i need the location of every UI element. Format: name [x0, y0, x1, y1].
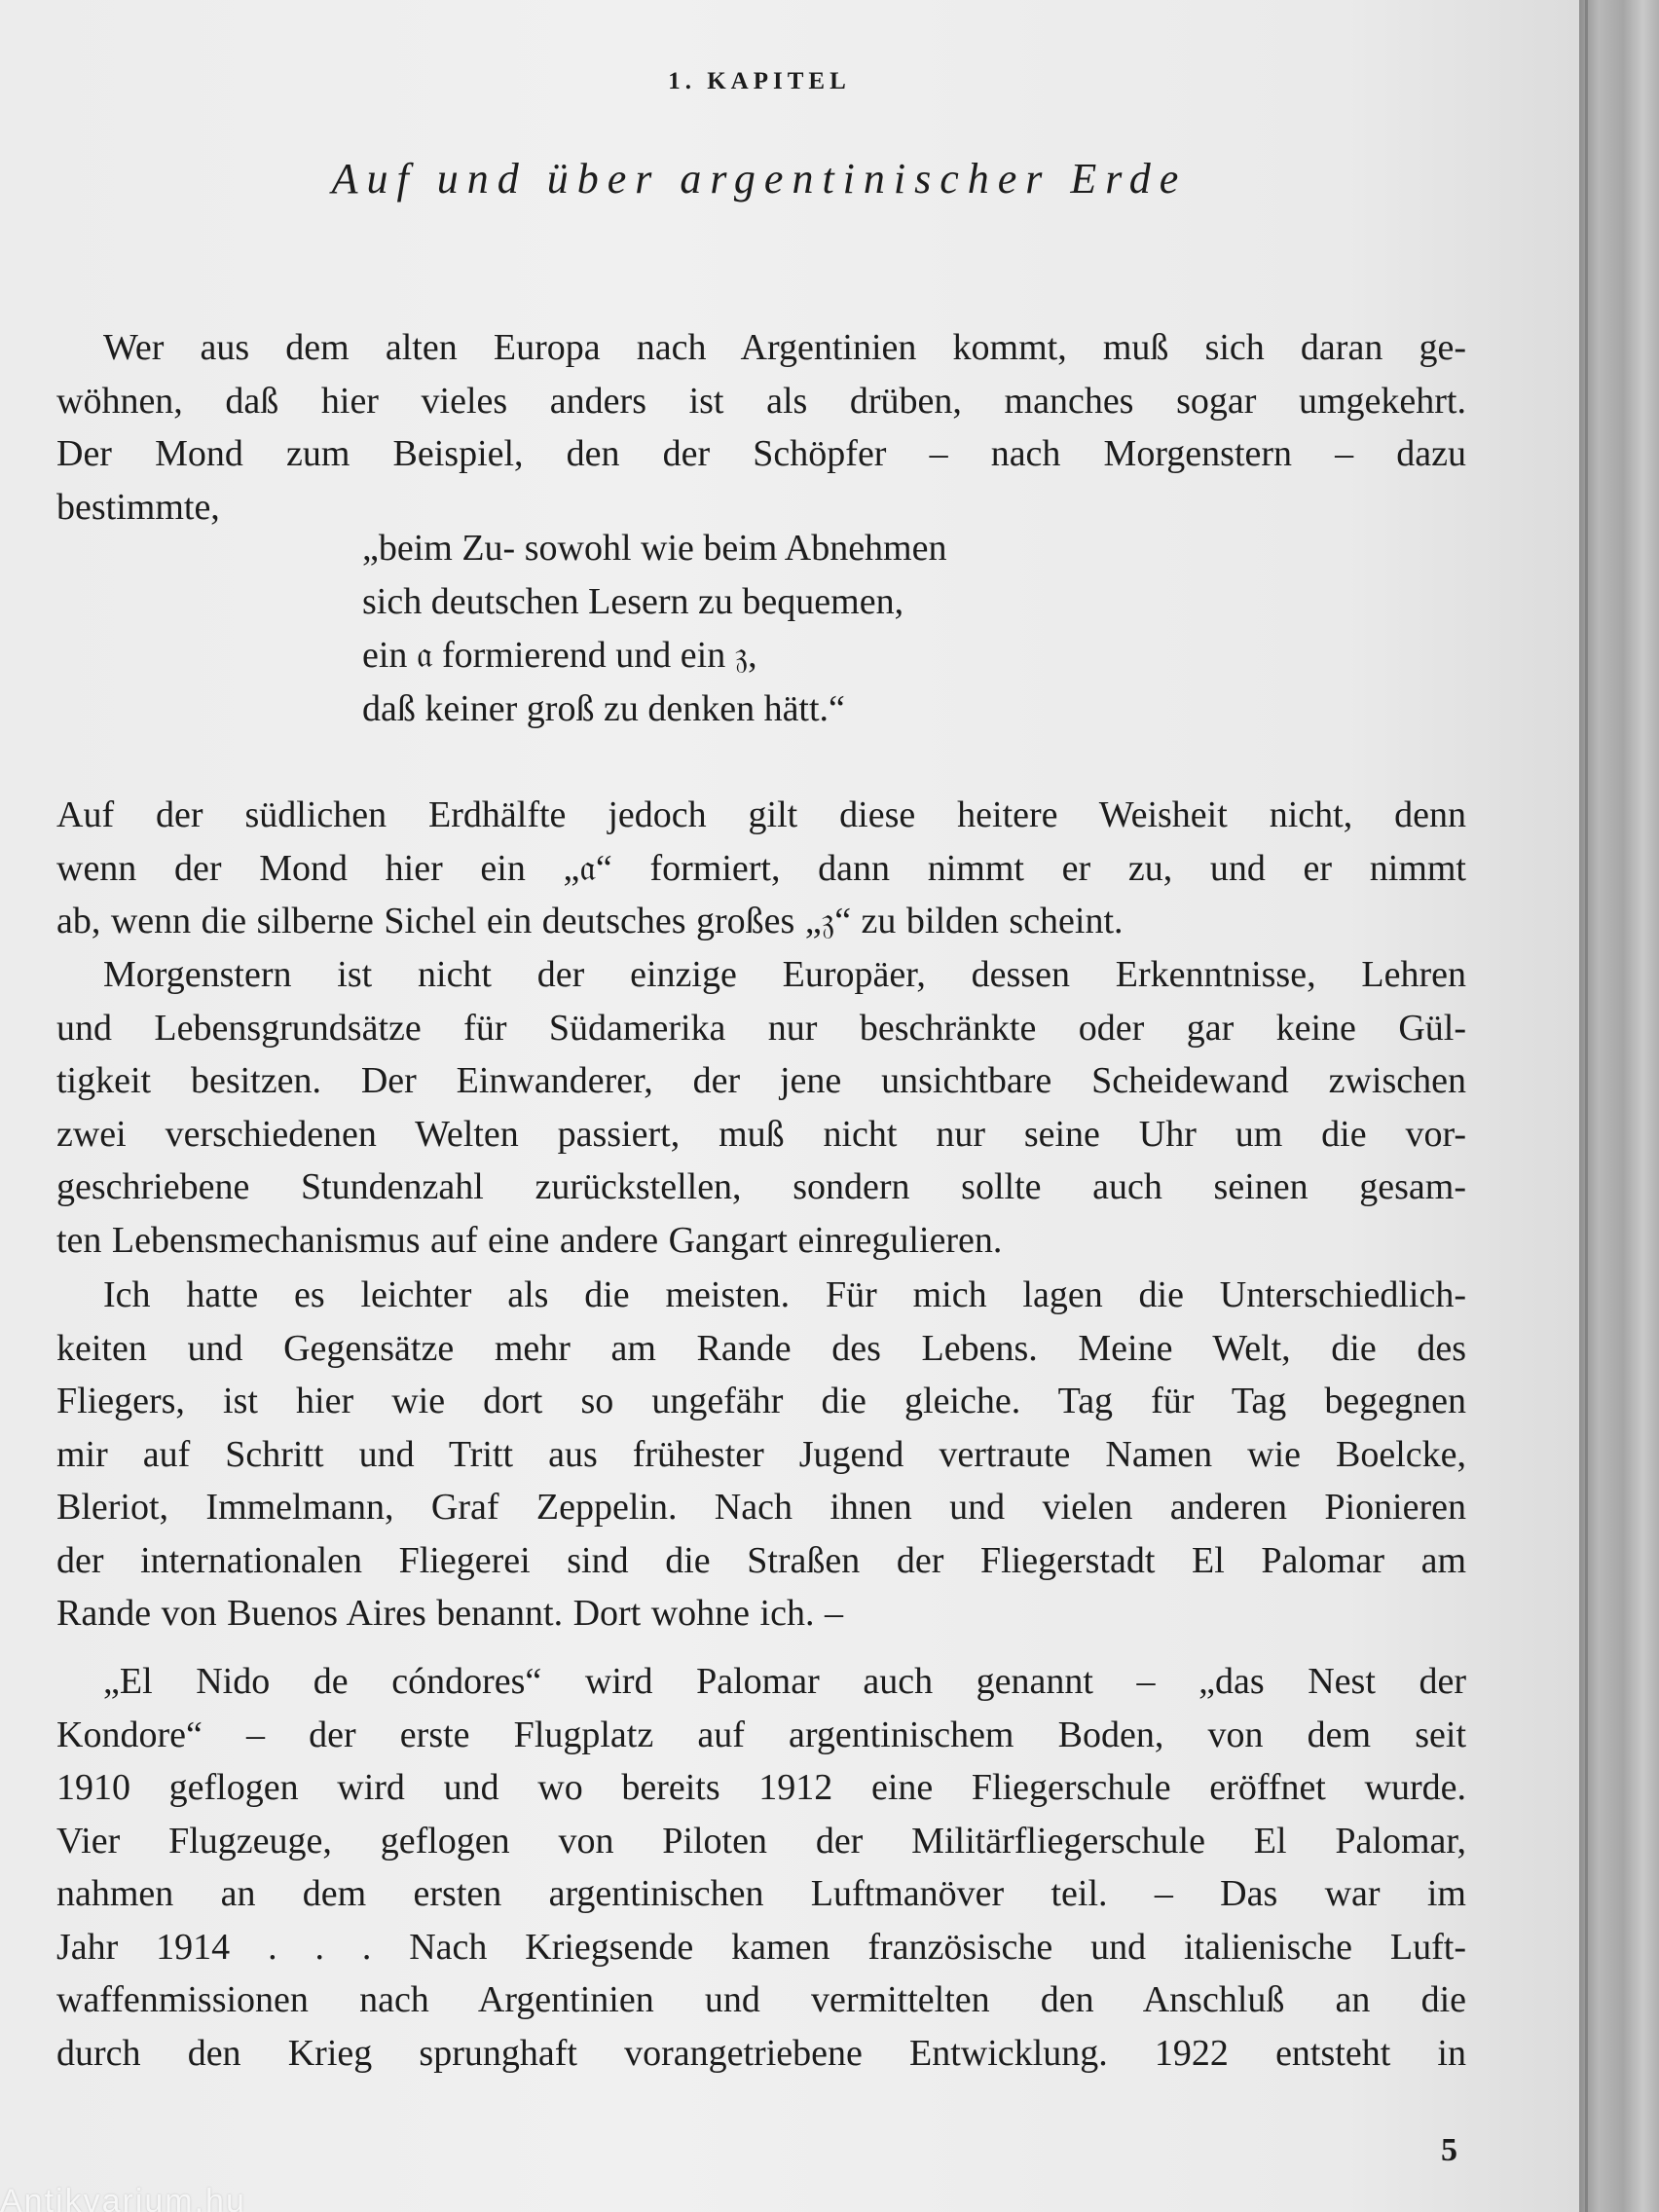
paragraph-intro [56, 321, 1466, 534]
book-binding-edge [1579, 0, 1659, 2212]
text-line: wenn der Mond hier ein „𝔞“ formiert, dann nimmt er zu, und er nimmt [56, 847, 1466, 889]
paragraph-morgenstern [56, 948, 1466, 1267]
paragraph-southern-hemisphere [56, 789, 1466, 948]
text-line: und Lebensgrundsätze für Südamerika nur beschränkte oder gar keine Gül- [56, 1007, 1466, 1049]
chapter-title: Auf und über argentinischer Erde [331, 155, 1188, 203]
paragraph-el-nido [56, 1655, 1466, 2080]
text-line: Wer aus dem alten Europa nach Argentinien kommt, muß sich daran ge- [103, 327, 1466, 368]
text-line: Morgenstern ist nicht der einzige Europäer, dessen Erkenntnisse, Lehren [103, 954, 1466, 995]
text-line: ab, wenn die silberne Sichel ein deutsches großes „𝔷“ zu bilden scheint. [56, 901, 1124, 941]
text-line: wöhnen, daß hier vieles anders ist als drüben, manches sogar umgekehrt. [56, 380, 1466, 422]
text-line: Auf der südlichen Erdhälfte jedoch gilt diese heitere Weisheit nicht, denn [56, 794, 1466, 835]
text-line: durch den Krieg sprunghaft vorangetriebene Entwicklung. 1922 entsteht in [56, 2032, 1466, 2074]
text-line: nahmen an dem ersten argentinischen Luftmanöver teil. – Das war im [56, 1873, 1466, 1914]
text-line: Jahr 1914 . . . Nach Kriegsende kamen französische und italienische Luft- [56, 1926, 1466, 1968]
paragraph-flieger [56, 1269, 1466, 1641]
text-line: Rande von Buenos Aires benannt. Dort wohne ich. – [56, 1593, 843, 1634]
morgenstern-verse [362, 522, 947, 736]
text-line: zwei verschiedenen Welten passiert, muß nicht nur seine Uhr um die vor- [56, 1113, 1466, 1155]
verse-line: sich deutschen Lesern zu bequemen, [362, 581, 904, 622]
text-line: 1910 geflogen wird und wo bereits 1912 eine Fliegerschule eröffnet wurde. [56, 1767, 1466, 1808]
text-line: keiten und Gegensätze mehr am Rande des Lebens. Meine Welt, die des [56, 1327, 1466, 1369]
verse-line: „beim Zu- sowohl wie beim Abnehmen [362, 528, 947, 569]
text-line: „El Nido de cóndores“ wird Palomar auch genannt – „das Nest der [103, 1661, 1466, 1702]
verse-line: daß keiner groß zu denken hätt.“ [362, 688, 845, 729]
text-line: Der Mond zum Beispiel, den der Schöpfer – nach Morgenstern – dazu [56, 433, 1466, 474]
text-line: tigkeit besitzen. Der Einwanderer, der jene unsichtbare Scheidewand zwischen [56, 1060, 1466, 1101]
text-line: Kondore“ – der erste Flugplatz auf argentinischem Boden, von dem seit [56, 1714, 1466, 1755]
text-line: Fliegers, ist hier wie dort so ungefähr die gleiche. Tag für Tag begegnen [56, 1381, 1466, 1421]
text-line: waffenmissionen nach Argentinien und vermittelten den Anschluß an die [56, 1979, 1466, 2020]
page-number: 5 [1441, 2132, 1457, 2168]
text-line: geschriebene Stundenzahl zurückstellen, sondern sollte auch seinen gesam- [56, 1166, 1466, 1207]
text-line: Ich hatte es leichter als die meisten. Für mich lagen die Unterschiedlich- [103, 1274, 1466, 1315]
verse-line: ein 𝔞 formierend und ein 𝔷, [362, 635, 757, 676]
chapter-heading: 1. KAPITEL [668, 68, 851, 94]
text-line: Bleriot, Immelmann, Graf Zeppelin. Nach ihnen und vielen anderen Pionieren [56, 1487, 1466, 1528]
watermark: Antikvarium.hu [0, 2183, 246, 2212]
text-line: Vier Flugzeuge, geflogen von Piloten der Militärfliegerschule El Palomar, [56, 1820, 1466, 1862]
text-line: bestimmte, [56, 486, 220, 528]
text-line: ten Lebensmechanismus auf eine andere Gangart einregulieren. [56, 1219, 1003, 1261]
text-line: mir auf Schritt und Tritt aus frühester Jugend vertraute Namen wie Boelcke, [56, 1433, 1466, 1475]
text-line: der internationalen Fliegerei sind die Straßen der Fliegerstadt El Palomar am [56, 1539, 1466, 1581]
